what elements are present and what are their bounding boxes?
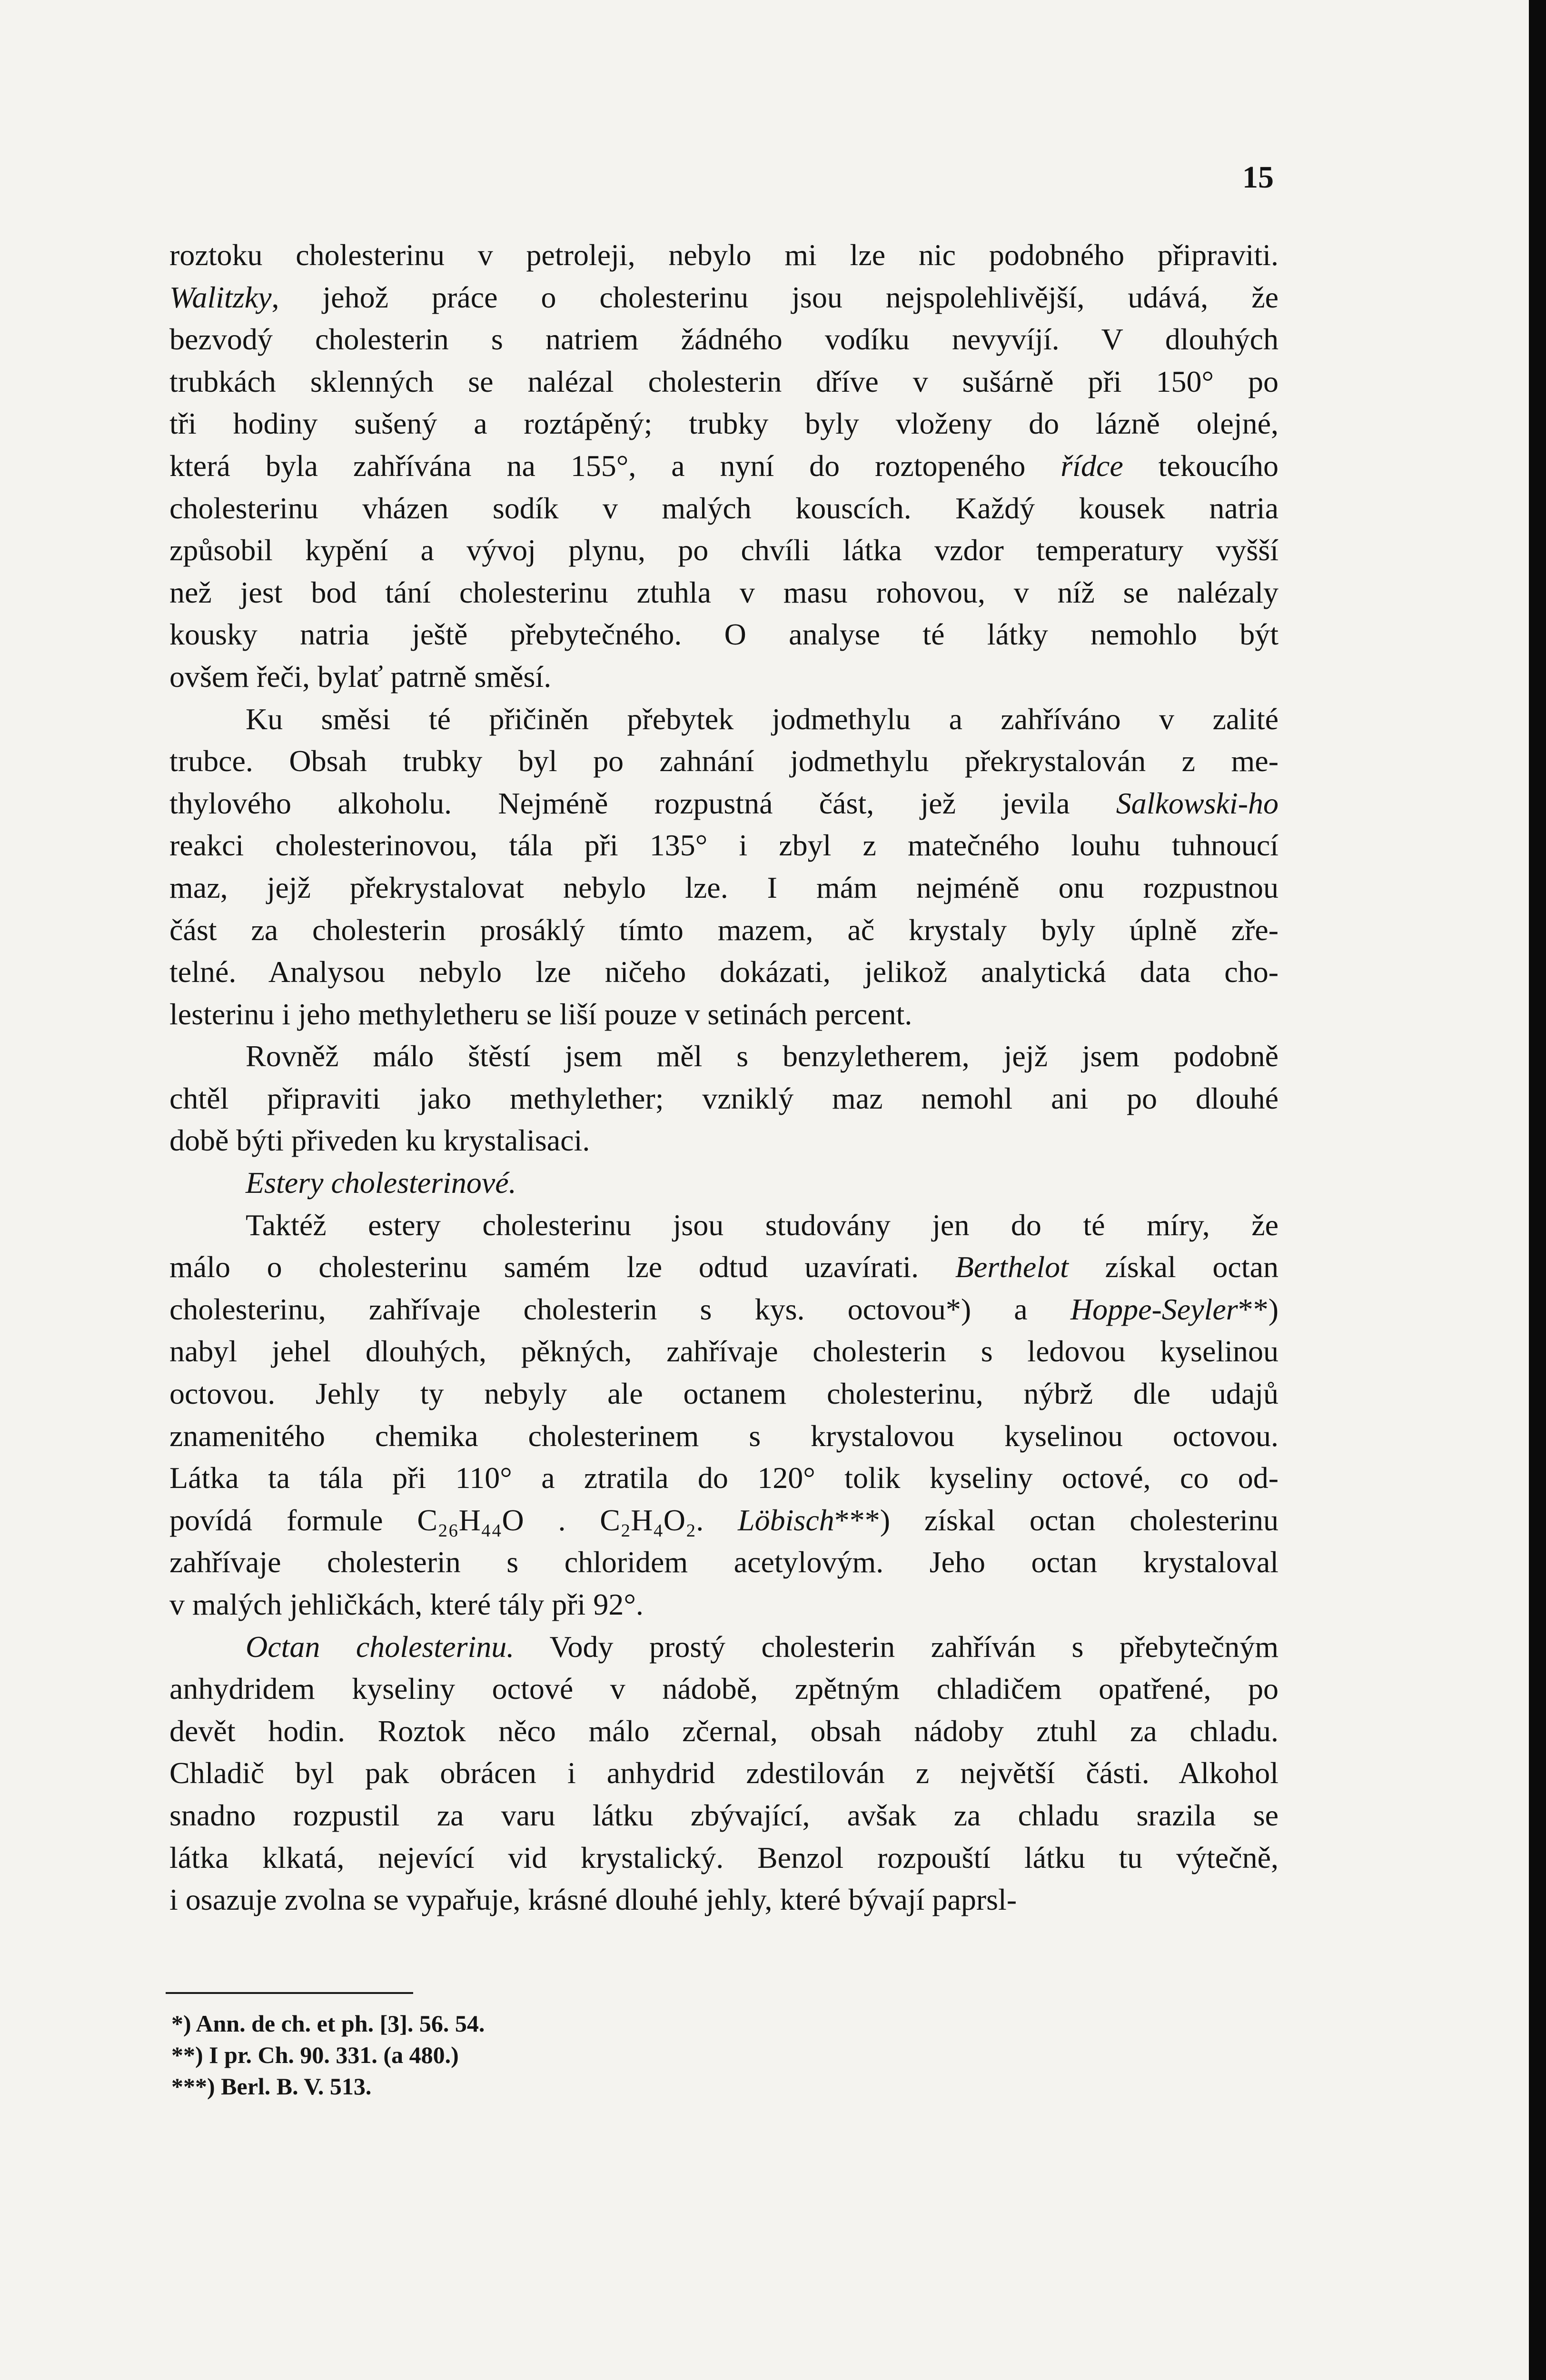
- scan-edge: [1529, 0, 1546, 2380]
- text-line: telné. Analysou nebylo lze ničeho dokázati, jelikož analytická data cho-: [169, 955, 1278, 989]
- text-line: octovou. Jehly ty nebyly ale octanem cholesterinu, nýbrž dle udajů: [169, 1377, 1278, 1411]
- text-line: anhydridem kyseliny octové v nádobě, zpětným chladičem opatřené, po: [169, 1672, 1278, 1706]
- body-text: [169, 234, 1278, 1921]
- text-line: zahřívaje cholesterin s chloridem acetylovým. Jeho octan krystaloval: [169, 1545, 1278, 1579]
- paragraph: [169, 1204, 1278, 1626]
- text-line: roztoku cholesterinu v petroleji, nebylo mi lze nic podobného připraviti.: [169, 238, 1278, 272]
- text-line: době býti přiveden ku krystalisaci.: [169, 1123, 590, 1158]
- paragraph: [169, 698, 1278, 1036]
- footnote-divider: [166, 1992, 413, 1994]
- text-line: snadno rozpustil za varu látku zbývající, avšak za chladu srazila se: [169, 1798, 1278, 1832]
- text-line: devět hodin. Roztok něco málo zčernal, obsah nádoby ztuhl za chladu.: [169, 1714, 1278, 1748]
- paragraph: [169, 1162, 1278, 1204]
- text-line: bezvodý cholesterin s natriem žádného vodíku nevyvíjí. V dlouhých: [169, 322, 1278, 357]
- text-line: Látka ta tála při 110° a ztratila do 120° tolik kyseliny octové, co od-: [169, 1461, 1278, 1495]
- text-line: kousky natria ještě přebytečného. O analyse té látky nemohlo být: [169, 617, 1278, 652]
- text-line: lesterinu i jeho methyletheru se liší pouze v setinách percent.: [169, 997, 912, 1031]
- text-line: ovšem řeči, bylať patrně směsí.: [169, 659, 552, 694]
- text-line: v malých jehličkách, které tály při 92°.: [169, 1587, 644, 1621]
- text-line: Taktéž estery cholesterinu jsou studovány jen do té míry, že: [246, 1208, 1278, 1242]
- text-line: thylového alkoholu. Nejméně rozpustná část, jež jevila Salkowski-ho: [169, 786, 1278, 820]
- text-line: nabyl jehel dlouhých, pěkných, zahřívaje cholesterin s ledovou kyselinou: [169, 1334, 1278, 1368]
- text-line: Octan cholesterinu. Vody prostý cholesterin zahříván s přebytečným: [246, 1629, 1279, 1664]
- text-line: která byla zahřívána na 155°, a nyní do roztopeného řídce tekoucího: [169, 448, 1279, 483]
- text-line: než jest bod tání cholesterinu ztuhla v masu rohovou, v níž se nalézaly: [169, 575, 1278, 609]
- paragraph: [169, 1035, 1278, 1162]
- footnote: **) I pr. Ch. 90. 331. (a 480.): [171, 2042, 459, 2068]
- text-line: povídá formule C₂₆H₄₄O . C₂H₄O₂. Löbisch***) získal octan cholesterinu: [169, 1503, 1278, 1537]
- paragraph: [169, 234, 1278, 698]
- text-line: Rovněž málo štěstí jsem měl s benzyletherem, jejž jsem podobně: [246, 1039, 1278, 1073]
- text-line: Walitzky, jehož práce o cholesterinu jsou nejspolehlivější, udává, že: [169, 280, 1278, 314]
- text-line: látka klkatá, nejevící vid krystalický. Benzol rozpouští látku tu výtečně,: [169, 1840, 1278, 1874]
- text-line: znamenitého chemika cholesterinem s krystalovou kyselinou octovou.: [169, 1418, 1278, 1453]
- paragraph: [169, 1626, 1278, 1921]
- text-line: část za cholesterin prosáklý tímto mazem, ač krystaly byly úplně zře-: [169, 912, 1278, 947]
- footnote: ***) Berl. B. V. 513.: [171, 2073, 372, 2100]
- text-line: tři hodiny sušený a roztápěný; trubky byly vloženy do lázně olejné,: [169, 407, 1278, 441]
- text-line: Ku směsi té přičiněn přebytek jodmethylu a zahříváno v zalité: [246, 702, 1278, 736]
- text-line: cholesterinu vházen sodík v malých kouscích. Každý kousek natria: [169, 491, 1278, 525]
- text-line: trubkách sklenných se nalézal cholesterin dříve v sušárně při 150° po: [169, 364, 1278, 398]
- page-number: 15: [1242, 160, 1274, 195]
- text-line: Chladič byl pak obrácen i anhydrid zdestilován z největší části. Alkohol: [169, 1756, 1278, 1790]
- text-line: trubce. Obsah trubky byl po zahnání jodmethylu překrystalován z me-: [169, 744, 1278, 778]
- text-line: chtěl připraviti jako methylether; vzniklý maz nemohl ani po dlouhé: [169, 1081, 1278, 1115]
- text-line: maz, jejž překrystalovat nebylo lze. I mám nejméně onu rozpustnou: [169, 870, 1278, 904]
- text-line: reakci cholesterinovou, tála při 135° i zbyl z matečného louhu tuhnoucí: [169, 828, 1278, 863]
- text-line: cholesterinu, zahřívaje cholesterin s kys. octovou*) a Hoppe-Seyler**): [169, 1292, 1278, 1326]
- text-line: Estery cholesterinové.: [246, 1166, 516, 1200]
- text-line: způsobil kypění a vývoj plynu, po chvíli látka vzdor temperatury vyšší: [169, 533, 1278, 567]
- footnotes: [171, 2008, 485, 2102]
- text-line: málo o cholesterinu samém lze odtud uzavírati. Berthelot získal octan: [169, 1250, 1279, 1284]
- text-line: i osazuje zvolna se vypařuje, krásné dlouhé jehly, které bývají paprsl-: [169, 1883, 1017, 1917]
- footnote: *) Ann. de ch. et ph. [3]. 56. 54.: [171, 2010, 485, 2037]
